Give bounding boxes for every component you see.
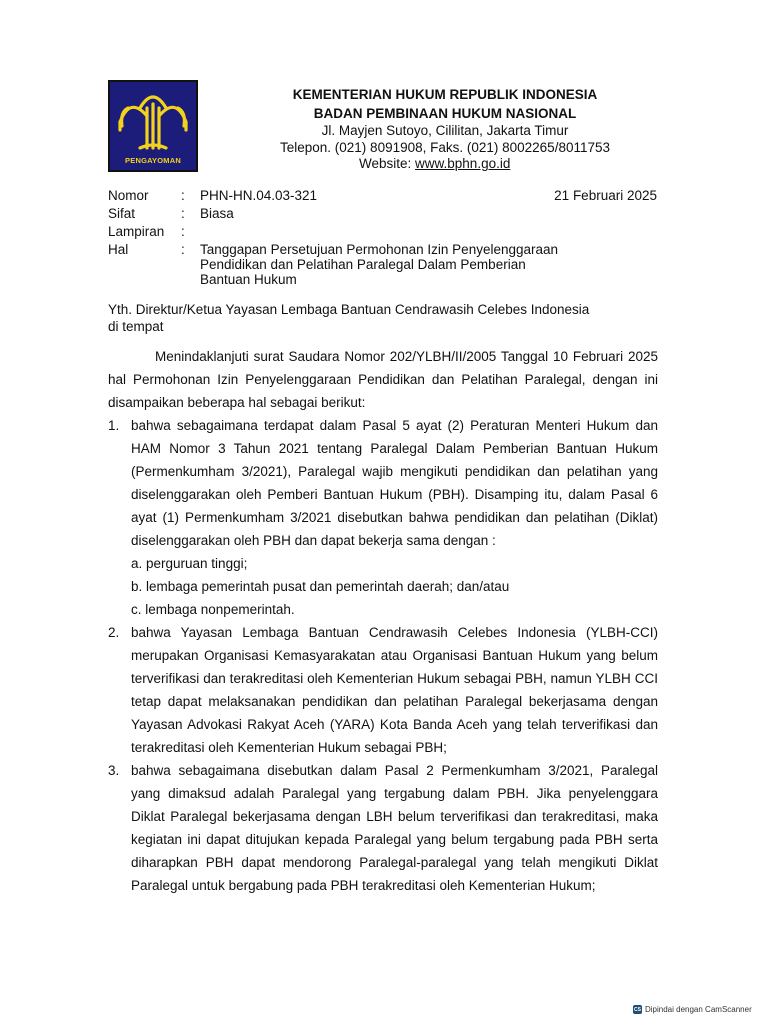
meta-row-lampiran — [108, 223, 668, 241]
sub-item: a. perguruan tinggi; — [131, 556, 248, 571]
website-line — [230, 156, 660, 173]
address: Jl. Mayjen Sutoyo, Cililitan, Jakarta Timur — [321, 123, 569, 138]
letter-date: 21 Februari 2025 — [554, 188, 657, 203]
point-text: bahwa sebagaimana terdapat dalam Pasal 5 ayat (2) Peraturan Menteri Hukum dan HAM Nomor 3 Tahun 2021 tentang Paralegal Dalam Pemberian Bantuan Hukum (Permenkumham 3/2021), Paralegal wajib mengikuti pendidikan dan pelatihan yang diselenggarakan oleh Pemberi Bantuan Hukum (PBH). Disamping itu, dalam Pasal 6 ayat (1) Permenkumham 3/2021 disebutkan bahwa pendidikan dan pelatihan (Diklat) diselenggarakan oleh PBH dan dapat bekerja sama dengan : — [131, 418, 658, 548]
letter-meta — [108, 187, 668, 289]
hal-line: Tanggapan Persetujuan Permohonan Izin Penyelenggaraan — [200, 242, 559, 257]
point-number: 1. — [108, 418, 120, 433]
colon: : — [181, 242, 185, 257]
point-number: 3. — [108, 763, 120, 778]
colon: : — [181, 224, 185, 239]
colon: : — [181, 206, 185, 221]
camscanner-watermark — [633, 1005, 752, 1014]
hal-value — [200, 242, 600, 287]
list-item — [108, 759, 658, 897]
point-number: 2. — [108, 625, 120, 640]
meta-row-hal — [108, 241, 668, 289]
letterhead — [230, 85, 660, 173]
agency-name: BADAN PEMBINAAN HUKUM NASIONAL — [313, 106, 577, 121]
lampiran-label: Lampiran — [108, 224, 165, 239]
camscanner-icon: CS — [634, 1006, 641, 1013]
colon: : — [181, 188, 185, 203]
ministry-name: KEMENTERIAN HUKUM REPUBLIK INDONESIA — [292, 87, 598, 102]
hal-label: Hal — [108, 242, 129, 257]
hal-line: Pendidikan dan Pelatihan Paralegal Dalam Pemberian — [200, 257, 526, 272]
meta-row-sifat — [108, 205, 668, 223]
hal-line: Bantuan Hukum — [200, 272, 297, 287]
ministry-logo — [108, 80, 198, 172]
sifat-label: Sifat — [108, 206, 136, 221]
logo-label: PENGAYOMAN — [125, 156, 181, 165]
points-list — [108, 414, 658, 897]
list-item — [108, 621, 658, 759]
sifat-value: Biasa — [200, 206, 234, 221]
meta-row-nomor — [108, 187, 668, 205]
website-link[interactable]: www.bphn.go.id — [415, 156, 511, 171]
phone-fax: Telepon. (021) 8091908, Faks. (021) 8002265/8011753 — [280, 139, 610, 155]
nomor-value: PHN-HN.04.03-321 — [200, 188, 318, 203]
recipient-name: Yth. Direktur/Ketua Yayasan Lembaga Bantuan Cendrawasih Celebes Indonesia — [108, 302, 590, 317]
list-item — [108, 414, 658, 621]
camscanner-label: Dipindai dengan CamScanner — [645, 1005, 752, 1014]
website-label: Website: — [359, 156, 416, 171]
intro-paragraph: Menindaklanjuti surat Saudara Nomor 202/YLBH/II/2005 Tanggal 10 Februari 2025 hal Permohonan Izin Penyelenggaraan Pendidikan dan Pelatihan Paralegal, dengan ini disampaikan beberapa hal sebagai berikut: — [108, 349, 658, 410]
nomor-label: Nomor — [108, 188, 149, 203]
sub-item: c. lembaga nonpemerintah. — [131, 602, 295, 617]
sub-item: b. lembaga pemerintah pusat dan pemerintah daerah; dan/atau — [131, 579, 510, 594]
point-text: bahwa sebagaimana disebutkan dalam Pasal 2 Permenkumham 3/2021, Paralegal yang dimaksud adalah Paralegal yang tergabung dalam PBH. Jika penyelenggara Diklat Paralegal bekerjasama dengan LBH belum terverifikasi dan terakreditasi, maka kegiatan ini dapat ditujukan kepada Paralegal yang belum tergabung pada PBH serta diharapkan PBH dapat mendorong Paralegal-paralegal yang telah mengikuti Diklat Paralegal untuk bergabung pada PBH terakreditasi oleh Kementerian Hukum; — [131, 763, 658, 893]
sub-list — [131, 552, 658, 621]
point-text: bahwa Yayasan Lembaga Bantuan Cendrawasih Celebes Indonesia (YLBH-CCI) merupakan Organisasi Kemasyarakatan atau Organisasi Bantuan Hukum yang belum terverifikasi dan terakreditasi oleh Kementerian Hukum sebagai PBH, namun YLBH CCI tetap dapat melaksanakan pendidikan dan pelatihan Paralegal bekerjasama dengan Yayasan Advokasi Rakyat Aceh (YARA) Kota Banda Aceh yang telah terverifikasi dan terakreditasi oleh Kementerian Hukum sebagai PBH; — [131, 625, 658, 755]
recipient — [108, 301, 668, 335]
recipient-location: di tempat — [108, 319, 164, 334]
letter-body — [108, 345, 658, 897]
